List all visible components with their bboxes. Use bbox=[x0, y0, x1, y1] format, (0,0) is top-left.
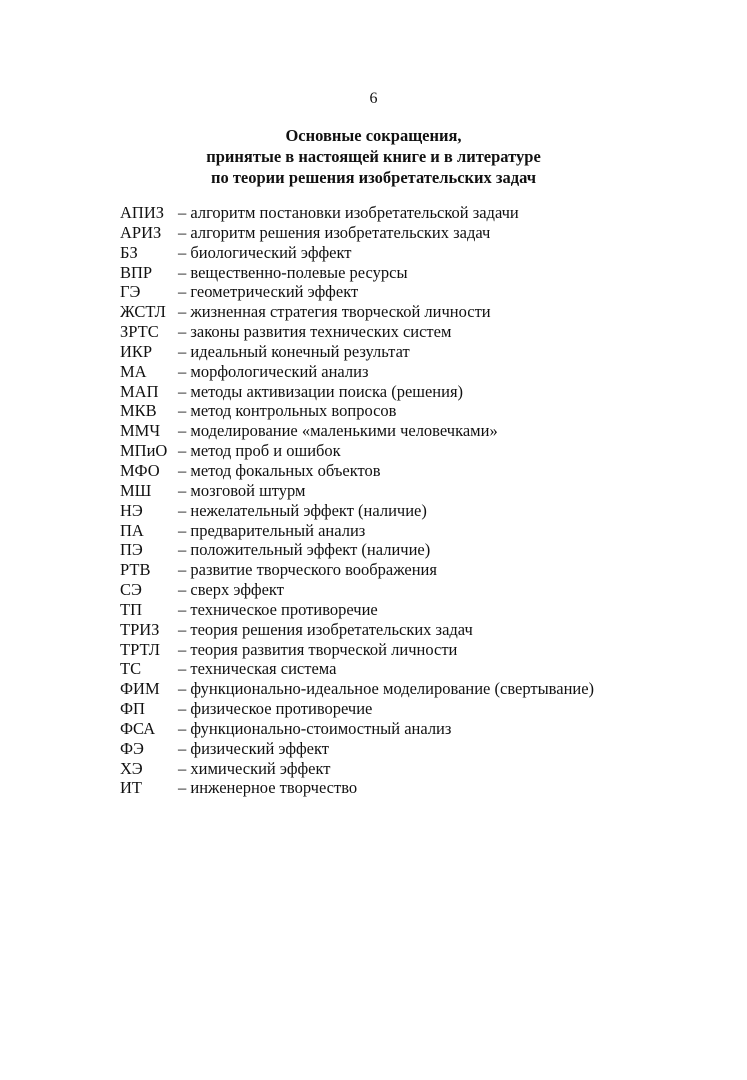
abbreviation-term: ПА bbox=[120, 520, 144, 540]
abbreviation-row bbox=[120, 401, 720, 421]
heading-line: Основные сокращения, bbox=[285, 126, 462, 145]
abbreviation-row bbox=[120, 243, 720, 263]
abbreviation-definition: – мозговой штурм bbox=[178, 480, 306, 500]
abbreviation-term: ФП bbox=[120, 699, 145, 719]
abbreviation-row bbox=[120, 659, 720, 679]
abbreviation-term: ТС bbox=[120, 659, 142, 679]
abbreviation-definition: – химический эффект bbox=[178, 758, 331, 778]
abbreviation-definition: – предварительный анализ bbox=[178, 520, 366, 540]
abbreviation-row bbox=[120, 778, 720, 798]
abbreviation-term: ТРИЗ bbox=[120, 619, 160, 639]
abbreviation-definition: – вещественно-полевые ресурсы bbox=[178, 262, 408, 282]
abbreviation-term: ТП bbox=[120, 599, 142, 619]
abbreviation-row bbox=[120, 203, 720, 223]
abbreviation-definition: – методы активизации поиска (решения) bbox=[178, 381, 464, 401]
abbreviation-row bbox=[120, 382, 720, 402]
abbreviation-row bbox=[120, 362, 720, 382]
abbreviation-definition: – сверх эффект bbox=[178, 580, 284, 600]
abbreviation-row bbox=[120, 759, 720, 779]
abbreviation-definition: – техническое противоречие bbox=[178, 599, 378, 619]
abbreviation-term: ХЭ bbox=[120, 758, 143, 778]
abbreviation-definition: – инженерное творчество bbox=[178, 778, 358, 798]
abbreviation-definition: – физическое противоречие bbox=[178, 699, 373, 719]
abbreviation-definition: – функционально-стоимостный анализ bbox=[178, 718, 452, 738]
abbreviation-definition: – алгоритм решения изобретательских задач bbox=[178, 222, 491, 242]
abbreviation-row bbox=[120, 719, 720, 739]
abbreviation-definition: – техническая система bbox=[178, 659, 337, 679]
abbreviation-row bbox=[120, 263, 720, 283]
abbreviation-term: МА bbox=[120, 361, 147, 381]
page-number: 6 bbox=[369, 90, 378, 107]
abbreviation-row bbox=[120, 640, 720, 660]
abbreviation-definition: – теория решения изобретательских задач bbox=[178, 619, 473, 639]
abbreviation-definition: – положительный эффект (наличие) bbox=[178, 540, 431, 560]
abbreviation-definition: – функционально-идеальное моделирование (свертывание) bbox=[178, 679, 595, 699]
abbreviation-definition: – метод проб и ошибок bbox=[178, 441, 341, 461]
abbreviation-term: НЭ bbox=[120, 500, 143, 520]
abbreviation-term: ТРТЛ bbox=[120, 639, 160, 659]
abbreviation-term: БЗ bbox=[120, 242, 138, 262]
section-heading bbox=[0, 125, 747, 188]
abbreviation-row bbox=[120, 521, 720, 541]
abbreviation-row bbox=[120, 342, 720, 362]
abbreviation-row bbox=[120, 620, 720, 640]
abbreviation-row bbox=[120, 481, 720, 501]
abbreviation-row bbox=[120, 739, 720, 759]
abbreviation-row bbox=[120, 540, 720, 560]
heading-line: принятые в настоящей книге и в литературе bbox=[206, 147, 541, 166]
abbreviation-term: СЭ bbox=[120, 580, 142, 600]
abbreviation-definition: – теория развития творческой личности bbox=[178, 639, 458, 659]
abbreviation-definition: – метод фокальных объектов bbox=[178, 460, 381, 480]
abbreviation-definition: – развитие творческого воображения bbox=[178, 560, 437, 580]
abbreviation-term: ВПР bbox=[120, 262, 153, 282]
abbreviation-row bbox=[120, 699, 720, 719]
abbreviation-definition: – морфологический анализ bbox=[178, 361, 369, 381]
heading-line: по теории решения изобретательских задач bbox=[210, 168, 537, 187]
abbreviation-row bbox=[120, 679, 720, 699]
abbreviation-term: ПЭ bbox=[120, 540, 143, 560]
abbreviation-term: ИКР bbox=[120, 341, 153, 361]
abbreviation-list bbox=[120, 203, 720, 798]
abbreviation-term: ЗРТС bbox=[120, 322, 159, 342]
abbreviation-row bbox=[120, 441, 720, 461]
abbreviation-term: ФЭ bbox=[120, 738, 144, 758]
abbreviation-term: РТВ bbox=[120, 560, 151, 580]
abbreviation-definition: – моделирование «маленькими человечками» bbox=[178, 421, 498, 441]
abbreviation-term: ГЭ bbox=[120, 282, 141, 302]
abbreviation-term: ФИМ bbox=[120, 679, 160, 699]
abbreviation-row bbox=[120, 580, 720, 600]
abbreviation-row bbox=[120, 560, 720, 580]
abbreviation-term: МШ bbox=[120, 480, 152, 500]
abbreviation-definition: – законы развития технических систем bbox=[178, 322, 452, 342]
abbreviation-term: ЖСТЛ bbox=[120, 302, 166, 322]
abbreviation-term: МАП bbox=[120, 381, 159, 401]
abbreviation-definition: – метод контрольных вопросов bbox=[178, 401, 397, 421]
abbreviation-term: АПИЗ bbox=[120, 203, 165, 222]
abbreviation-term: МПиО bbox=[120, 441, 168, 461]
abbreviation-term: ИТ bbox=[120, 778, 142, 798]
abbreviation-definition: – идеальный конечный результат bbox=[178, 341, 410, 361]
abbreviation-definition: – жизненная стратегия творческой личности bbox=[178, 302, 491, 322]
abbreviation-row bbox=[120, 421, 720, 441]
abbreviation-term: АРИЗ bbox=[120, 222, 162, 242]
abbreviation-row bbox=[120, 223, 720, 243]
abbreviation-term: ММЧ bbox=[120, 421, 161, 441]
abbreviation-definition: – нежелательный эффект (наличие) bbox=[178, 500, 427, 520]
abbreviation-definition: – алгоритм постановки изобретательской задачи bbox=[178, 203, 519, 222]
abbreviation-definition: – геометрический эффект bbox=[178, 282, 359, 302]
abbreviation-term: ФСА bbox=[120, 718, 156, 738]
abbreviation-row bbox=[120, 302, 720, 322]
abbreviation-row bbox=[120, 461, 720, 481]
abbreviation-row bbox=[120, 600, 720, 620]
abbreviation-row bbox=[120, 501, 720, 521]
abbreviation-definition: – физический эффект bbox=[178, 738, 330, 758]
abbreviation-definition: – биологический эффект bbox=[178, 242, 352, 262]
abbreviation-row bbox=[120, 282, 720, 302]
abbreviation-term: МКВ bbox=[120, 401, 157, 421]
abbreviation-row bbox=[120, 322, 720, 342]
abbreviation-term: МФО bbox=[120, 460, 160, 480]
